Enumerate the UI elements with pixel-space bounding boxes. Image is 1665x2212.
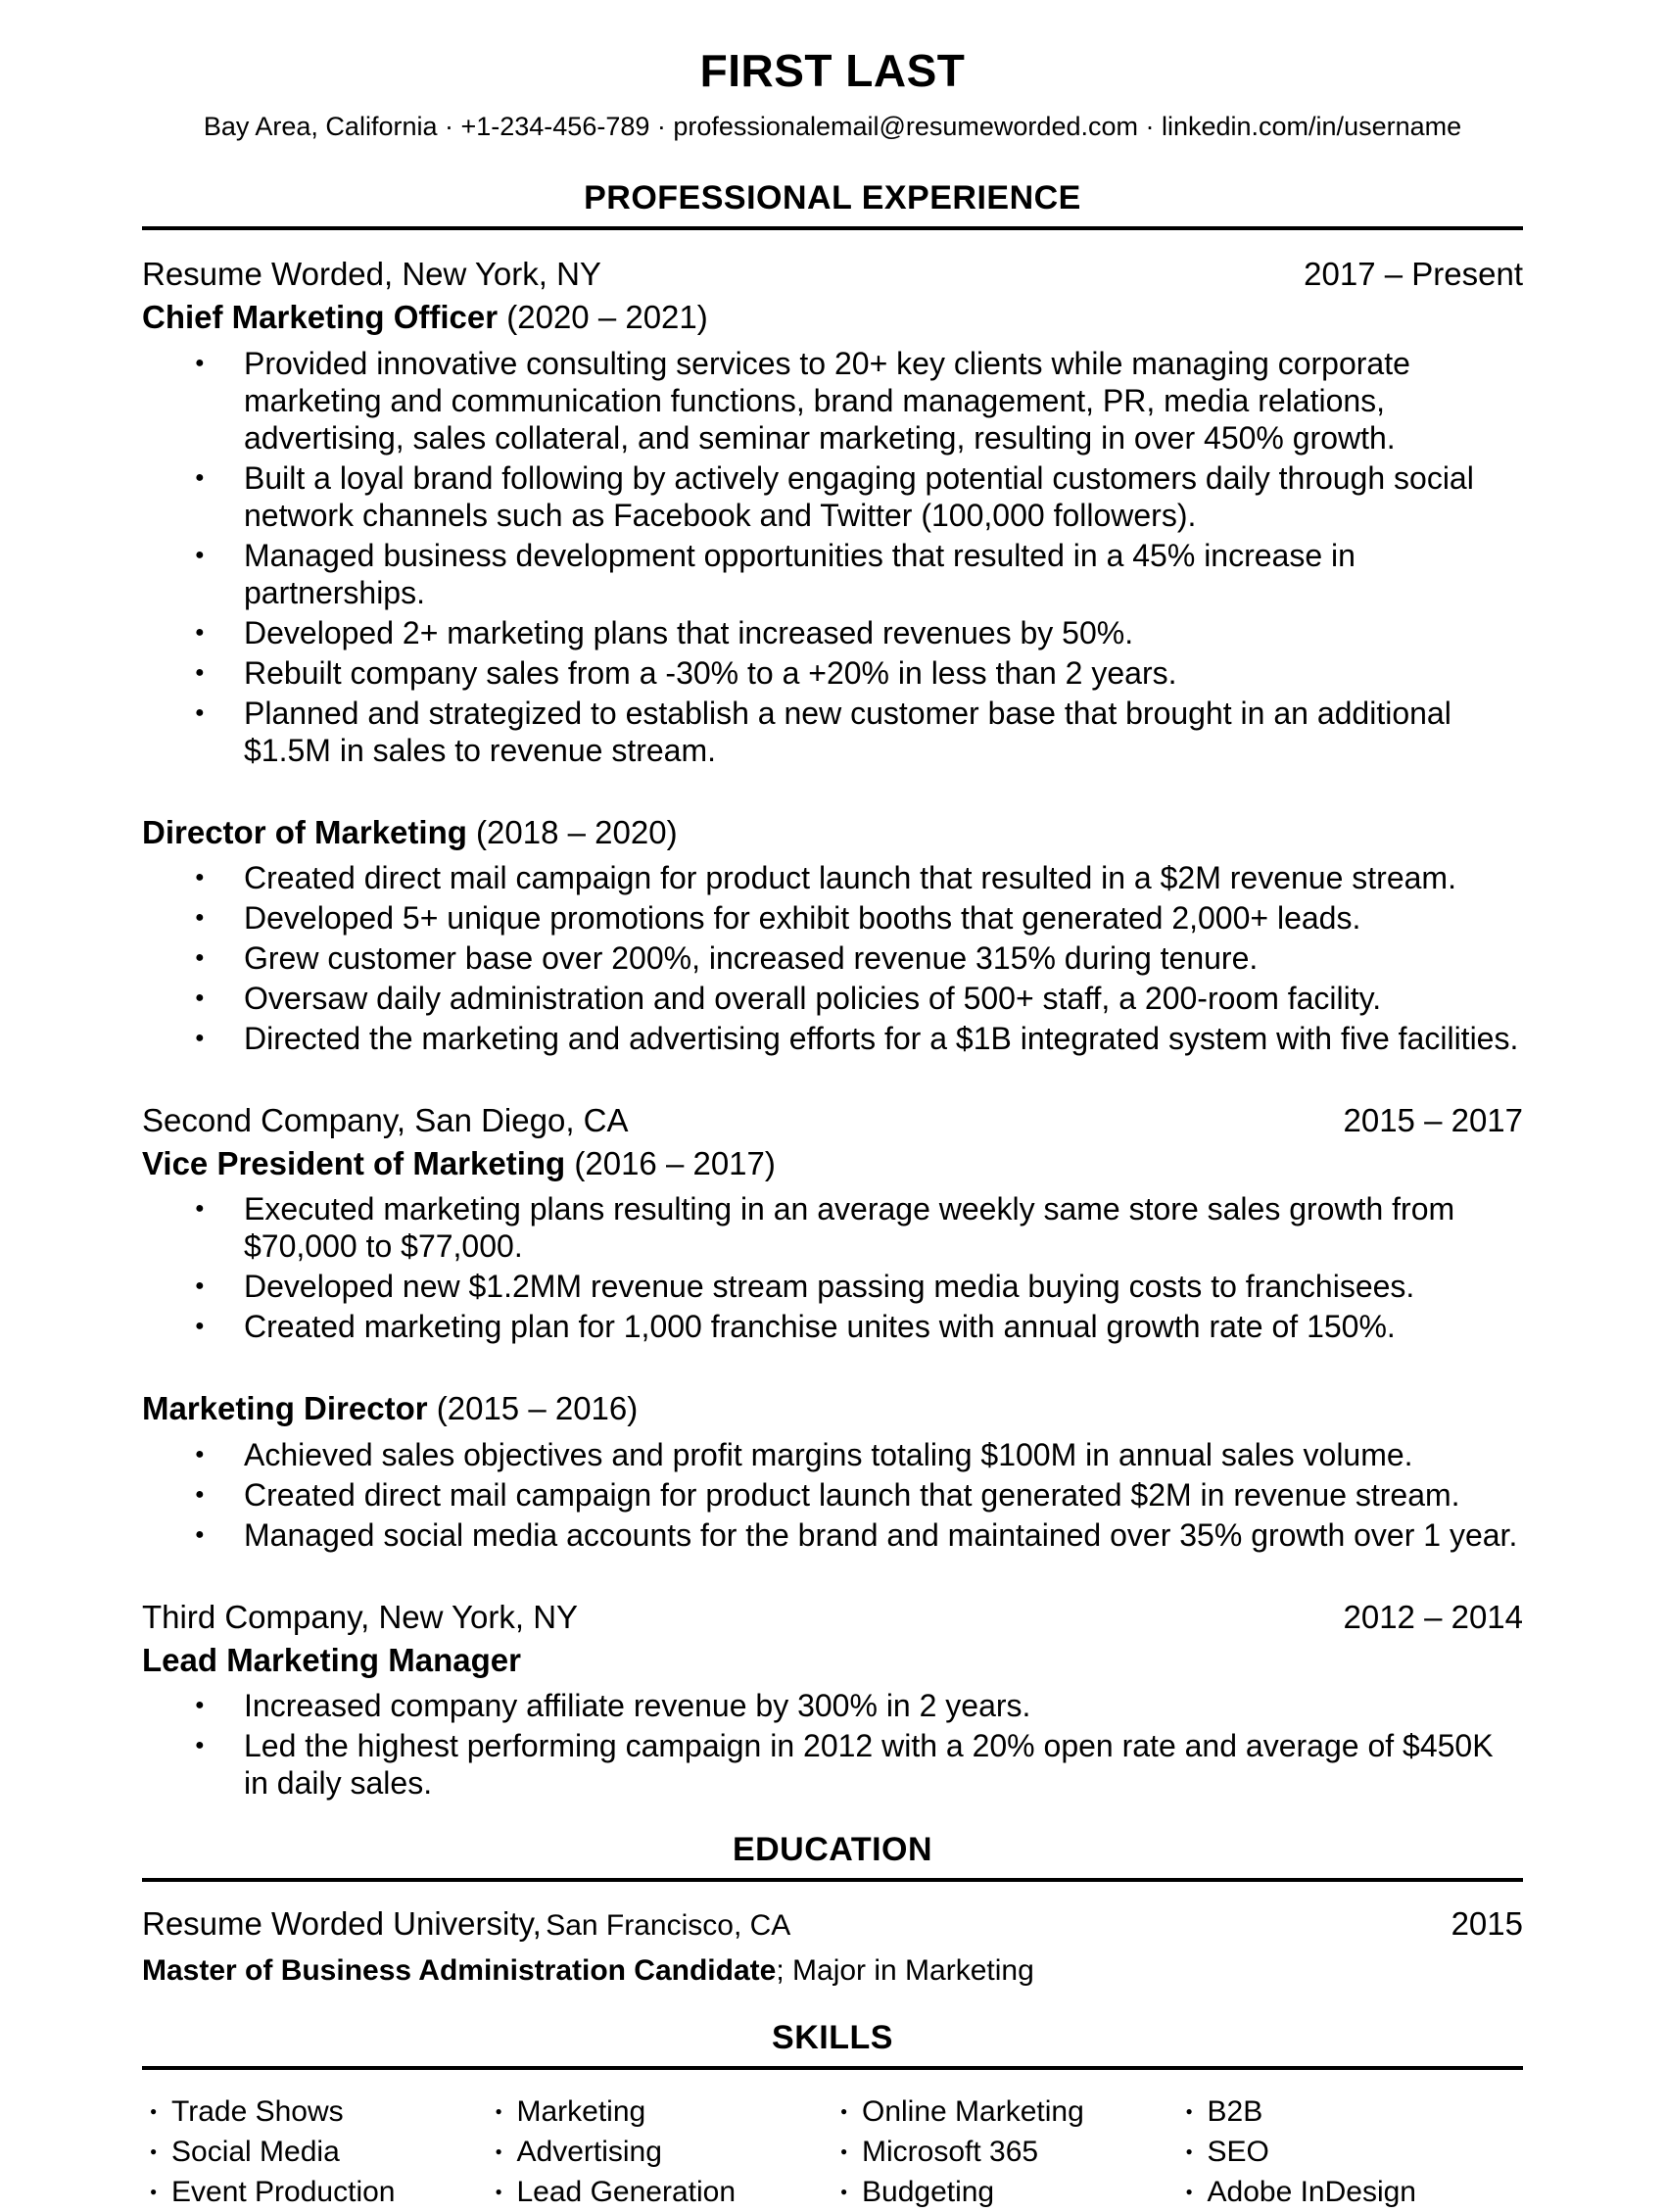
section-heading-education: EDUCATION	[732, 1831, 933, 1869]
skill-item: ● SEO	[1208, 2132, 1524, 2172]
skill-item: ● Trade Shows	[171, 2092, 488, 2132]
skill-column	[1178, 2092, 1524, 2212]
role-title-row	[142, 1143, 1523, 1183]
bullet-item: ● Managed social media accounts for the brand and maintained over 35% growth over 1 year.	[244, 1516, 1523, 1554]
company-row	[142, 254, 1523, 294]
role-dates: (2018 – 2020)	[466, 813, 678, 850]
role-title-row	[142, 297, 1523, 337]
education-block	[142, 1903, 1523, 1990]
role-title-row	[142, 1640, 1523, 1680]
bullet-list	[142, 1687, 1523, 1802]
section-heading-skills: SKILLS	[772, 2018, 893, 2056]
skill-item: ● Budgeting	[862, 2172, 1178, 2212]
bullet-item: ● Increased company affiliate revenue by 300% in 2 years.	[244, 1687, 1523, 1724]
education-school: Resume Worded University,	[142, 1905, 542, 1943]
education-degree: Master of Business Administration Candidate	[142, 1953, 777, 1987]
skill-item: ● B2B	[1208, 2092, 1524, 2132]
company-dates: 2012 – 2014	[1343, 1598, 1523, 1635]
company-name: Third Company, New York, NY	[142, 1598, 579, 1635]
header-contact: Bay Area, California · +1-234-456-789 · professionalemail@resumeworded.com · linkedin.com/in/username	[203, 111, 1462, 141]
education-dates: 2015	[1451, 1905, 1523, 1943]
company-row	[142, 1100, 1523, 1140]
skill-item: ● Adobe InDesign	[1208, 2172, 1524, 2212]
role-block	[142, 1640, 1523, 1802]
bullet-list	[142, 1436, 1523, 1554]
role-title: Marketing Director	[142, 1390, 428, 1427]
company-dates: 2015 – 2017	[1343, 1101, 1523, 1138]
education-degree-detail: ; Major in Marketing	[776, 1953, 1034, 1987]
company-block	[142, 254, 1523, 1057]
bullet-item: ● Provided innovative consulting services to 20+ key clients while managing corporate marketing and communication functions, brand management, PR, media relations, advertising, sales collateral, and seminar marketing, resulting in over 450% growth.	[244, 345, 1523, 457]
role-block	[142, 1388, 1523, 1553]
company-dates: 2017 – Present	[1304, 256, 1523, 293]
bullet-item: ● Developed 2+ marketing plans that increased revenues by 50%.	[244, 614, 1523, 651]
role-title-row	[142, 812, 1523, 852]
skill-item: ● Social Media	[171, 2132, 488, 2172]
bullet-item: ● Created direct mail campaign for product launch that resulted in a $2M revenue stream.	[244, 859, 1523, 896]
skill-item: ● Event Production	[171, 2172, 488, 2212]
bullet-list	[142, 345, 1523, 769]
skill-column	[142, 2092, 488, 2212]
education-school-line	[142, 1903, 790, 1945]
bullet-item: ● Led the highest performing campaign in 2012 with a 20% open rate and average of $450K in daily sales.	[244, 1727, 1523, 1802]
bullet-item: ● Managed business development opportunities that resulted in a 45% increase in partnerships.	[244, 537, 1523, 611]
bullet-item: ● Achieved sales objectives and profit margins totaling $100M in annual sales volume.	[244, 1436, 1523, 1473]
bullet-item: ● Rebuilt company sales from a -30% to a +20% in less than 2 years.	[244, 654, 1523, 692]
role-block	[142, 1143, 1523, 1345]
education-degree-row	[142, 1951, 1523, 1990]
company-name: Resume Worded, New York, NY	[142, 256, 601, 293]
header-name: FIRST LAST	[699, 45, 966, 96]
bullet-item: ● Oversaw daily administration and overall policies of 500+ staff, a 200-room facility.	[244, 980, 1523, 1017]
bullet-list	[142, 1190, 1523, 1345]
company-block	[142, 1100, 1523, 1554]
bullet-item: ● Directed the marketing and advertising efforts for a $1B integrated system with five facilities.	[244, 1020, 1523, 1057]
role-title-row	[142, 1388, 1523, 1428]
bullet-item: ● Developed 5+ unique promotions for exhibit booths that generated 2,000+ leads.	[244, 899, 1523, 937]
section-heading-experience: PROFESSIONAL EXPERIENCE	[584, 178, 1081, 216]
skill-item: ● Marketing	[517, 2092, 833, 2132]
role-title: Vice President of Marketing	[142, 1145, 566, 1182]
bullet-item: ● Executed marketing plans resulting in an average weekly same store sales growth from $70,000 to $77,000.	[244, 1190, 1523, 1265]
bullet-list	[142, 859, 1523, 1057]
role-title: Chief Marketing Officer	[142, 299, 499, 336]
section-rule	[142, 1878, 1523, 1882]
role-block	[142, 297, 1523, 768]
education-row	[142, 1903, 1523, 1945]
skill-item: ● Microsoft 365	[862, 2132, 1178, 2172]
skill-item: ● Online Marketing	[862, 2092, 1178, 2132]
section-rule	[142, 226, 1523, 230]
role-dates: (2015 – 2016)	[427, 1390, 639, 1427]
bullet-item: ● Planned and strategized to establish a new customer base that brought in an additional $1.5M in sales to revenue stream.	[244, 695, 1523, 769]
bullet-item: ● Developed new $1.2MM revenue stream passing media buying costs to franchisees.	[244, 1268, 1523, 1305]
bullet-item: ● Built a loyal brand following by actively engaging potential customers daily through social network channels such as Facebook and Twitter (100,000 followers).	[244, 459, 1523, 534]
bullet-item: ● Created marketing plan for 1,000 franchise unites with annual growth rate of 150%.	[244, 1308, 1523, 1345]
role-title: Lead Marketing Manager	[142, 1641, 521, 1678]
role-dates: (2020 – 2021)	[498, 299, 708, 336]
skills-grid	[142, 2092, 1523, 2212]
education-location: San Francisco, CA	[546, 1909, 791, 1943]
role-block	[142, 812, 1523, 1057]
skill-column	[488, 2092, 833, 2212]
role-dates: (2016 – 2017)	[565, 1145, 776, 1182]
skill-column	[832, 2092, 1178, 2212]
bullet-item: ● Created direct mail campaign for product launch that generated $2M in revenue stream.	[244, 1476, 1523, 1514]
skill-item: ● Lead Generation	[517, 2172, 833, 2212]
company-name: Second Company, San Diego, CA	[142, 1101, 629, 1138]
company-row	[142, 1597, 1523, 1637]
section-rule	[142, 2066, 1523, 2070]
company-block	[142, 1597, 1523, 1803]
bullet-item: ● Grew customer base over 200%, increased revenue 315% during tenure.	[244, 939, 1523, 977]
skill-item: ● Advertising	[517, 2132, 833, 2172]
role-title: Director of Marketing	[142, 813, 467, 850]
